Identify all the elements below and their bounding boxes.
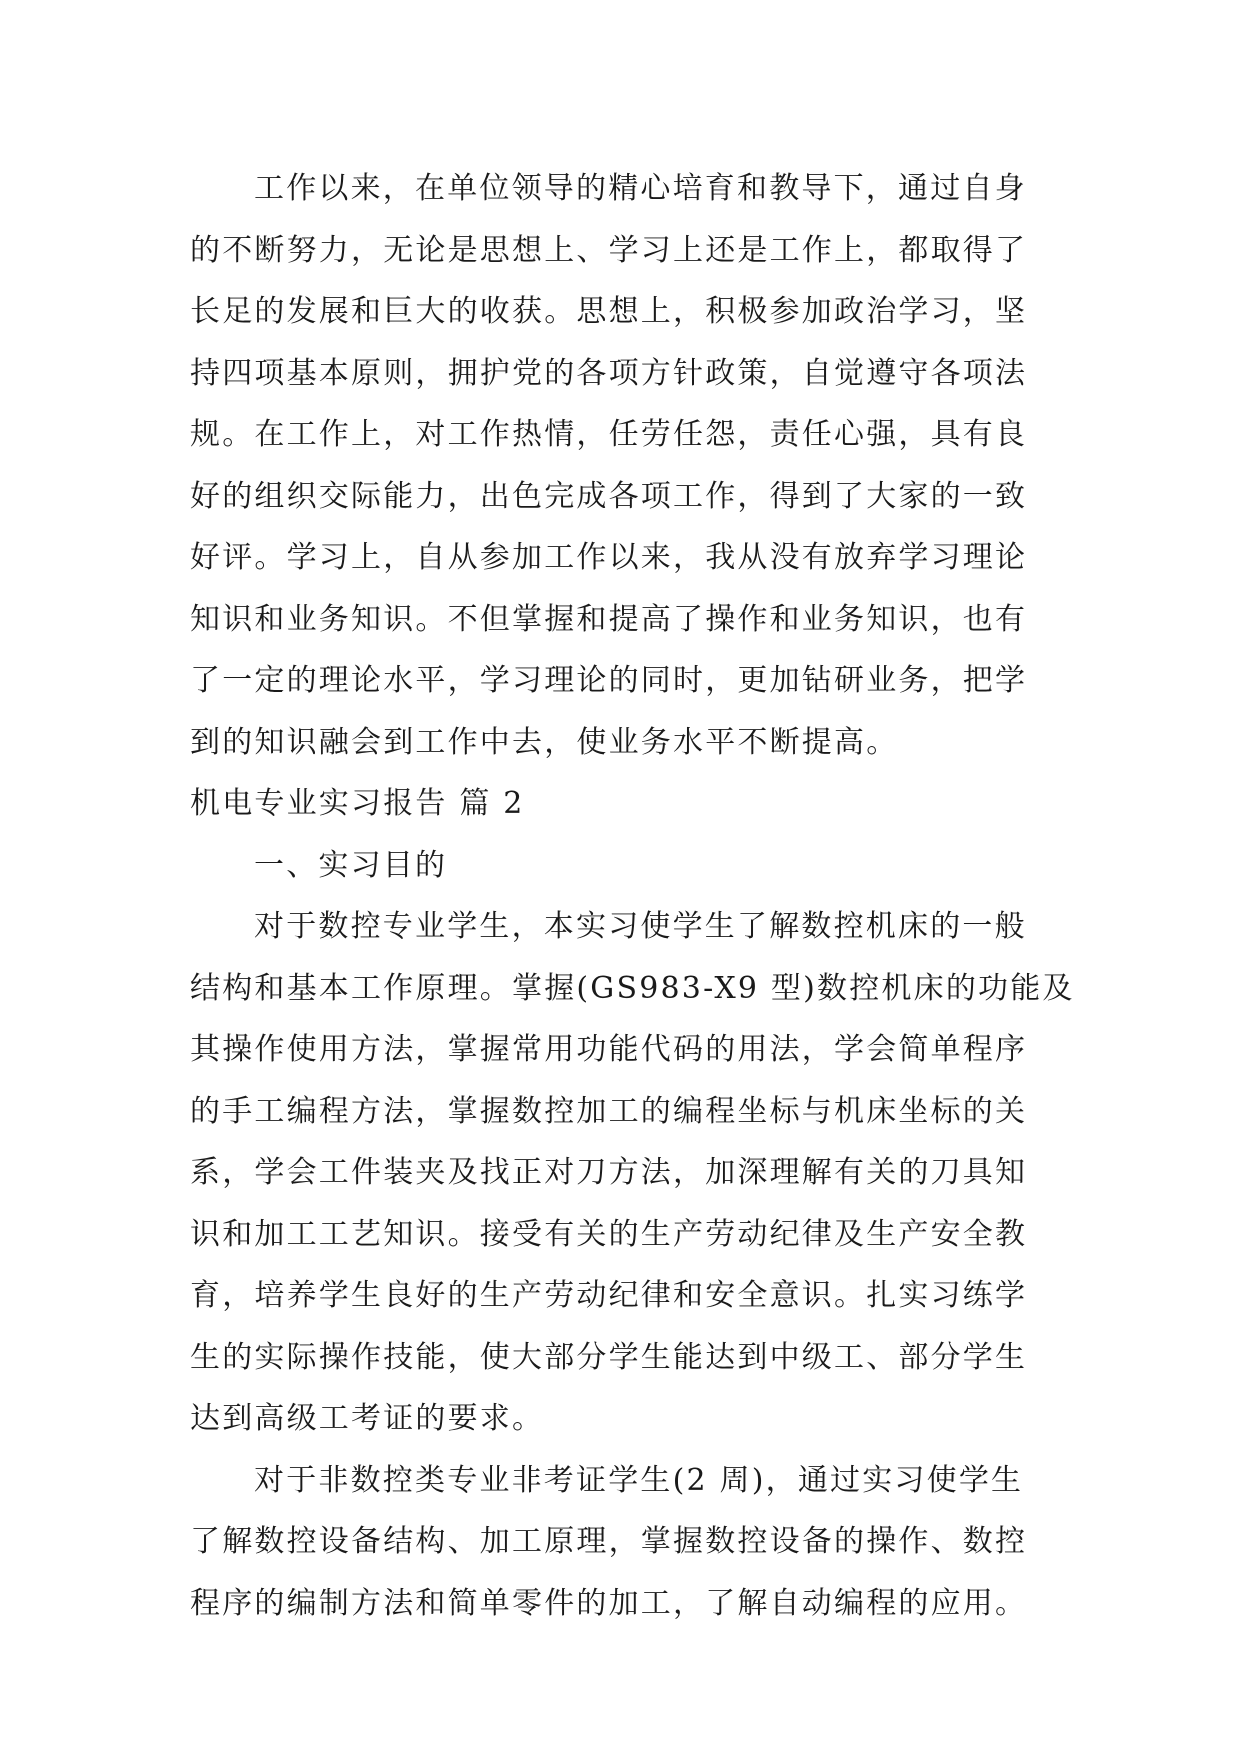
paragraph-line: 工作以来，在单位领导的精心培育和教导下，通过自身 bbox=[254, 171, 1027, 206]
paragraph-line: 程序的编制方法和简单零件的加工，了解自动编程的应用。 bbox=[190, 1585, 1028, 1621]
paragraph-line: 达到高级工考证的要求。 bbox=[190, 1401, 545, 1436]
paragraph-line: 对于非数控类专业非考证学生(2 周)，通过实习使学生 bbox=[254, 1462, 1024, 1498]
paragraph-line: 生的实际操作技能，使大部分学生能达到中级工、部分学生 bbox=[190, 1339, 1028, 1375]
paragraph-line: 长足的发展和巨大的收获。思想上，积极参加政治学习，坚 bbox=[190, 294, 1028, 329]
paragraph-line: 了解数控设备结构、加工原理，掌握数控设备的操作、数控 bbox=[190, 1524, 1028, 1559]
paragraph-line: 对于数控专业学生，本实习使学生了解数控机床的一般 bbox=[254, 909, 1027, 944]
paragraph-line: 知识和业务知识。不但掌握和提高了操作和业务知识，也有 bbox=[190, 601, 1028, 637]
paragraph-line: 识和加工工艺知识。接受有关的生产劳动纪律及生产安全教 bbox=[190, 1216, 1028, 1252]
document-body bbox=[190, 158, 1075, 1634]
paragraph-line: 育，培养学生良好的生产劳动纪律和安全意识。扎实习练学 bbox=[190, 1278, 1028, 1313]
subsection-heading: 一、实习目的 bbox=[254, 847, 448, 883]
paragraph-line: 好评。学习上，自从参加工作以来，我从没有放弃学习理论 bbox=[190, 540, 1028, 575]
paragraph-line: 了一定的理论水平，学习理论的同时，更加钻研业务，把学 bbox=[190, 663, 1028, 698]
paragraph-line: 系，学会工件装夹及找正对刀方法，加深理解有关的刀具知 bbox=[190, 1155, 1028, 1190]
paragraph-line: 的不断努力，无论是思想上、学习上还是工作上，都取得了 bbox=[190, 232, 1028, 268]
paragraph-line: 持四项基本原则，拥护党的各项方针政策，自觉遵守各项法 bbox=[190, 355, 1028, 391]
paragraph-line: 的手工编程方法，掌握数控加工的编程坐标与机床坐标的关 bbox=[190, 1093, 1028, 1129]
section-heading: 机电专业实习报告 篇 2 bbox=[190, 786, 525, 821]
paragraph-line: 结构和基本工作原理。掌握(GS983-X9 型)数控机床的功能及 bbox=[190, 970, 1075, 1006]
paragraph-line: 其操作使用方法，掌握常用功能代码的用法，学会简单程序 bbox=[190, 1032, 1028, 1067]
paragraph-line: 规。在工作上，对工作热情，任劳任怨，责任心强，具有良 bbox=[190, 417, 1028, 452]
paragraph-line: 好的组织交际能力，出色完成各项工作，得到了大家的一致 bbox=[190, 478, 1028, 514]
paragraph-line: 到的知识融会到工作中去，使业务水平不断提高。 bbox=[190, 724, 899, 760]
